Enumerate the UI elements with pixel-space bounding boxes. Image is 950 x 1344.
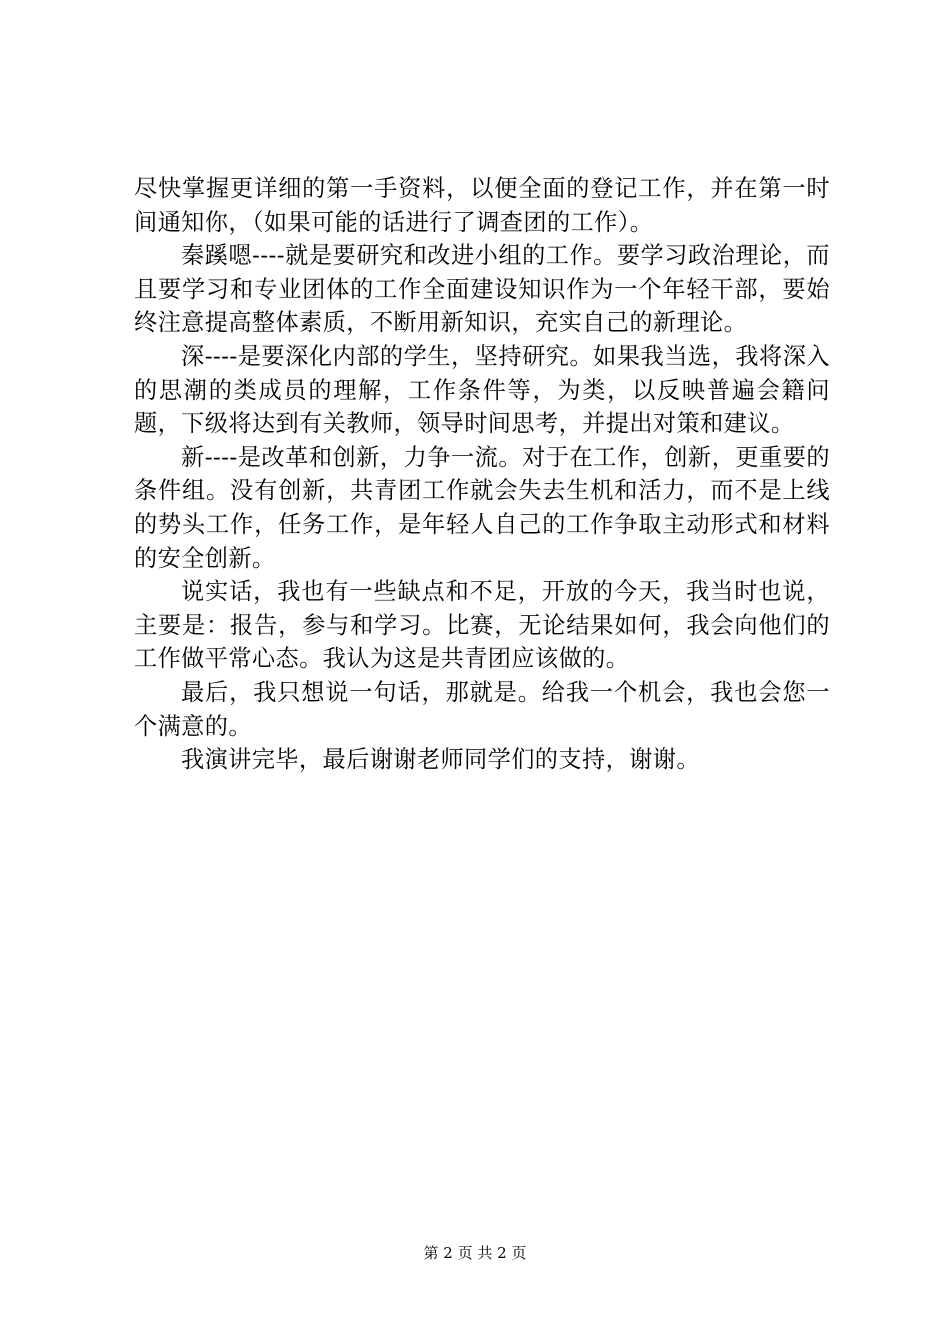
page-number-footer: 第 2 页 共 2 页 <box>423 1244 527 1262</box>
paragraph: 深----是要深化内部的学生，坚持研究。如果我当选，我将深入的思潮的类成员的理解，工作条件等，为类，以反映普遍会籍问题，下级将达到有关教师，领导时间思考，并提出对策和建议。 <box>134 342 830 438</box>
paragraph: 我演讲完毕，最后谢谢老师同学们的支持，谢谢。 <box>181 746 700 774</box>
paragraph-continued: 尽快掌握更详细的第一手资料，以便全面的登记工作，并在第一时间通知你，（如果可能的话进行了调查团的工作）。 <box>134 175 830 236</box>
paragraph: 说实话，我也有一些缺点和不足，开放的今天，我当时也说，主要是：报告，参与和学习。比赛，无论结果如何，我会向他们的工作做平常心态。我认为这是共青团应该做的。 <box>134 578 830 673</box>
paragraph: 秦蹊嗯----就是要研究和改进小组的工作。要学习政治理论，而且要学习和专业团体的工作全面建设知识作为一个年轻干部，要始终注意提高整体素质，不断用新知识，充实自己的新理论。 <box>134 242 830 337</box>
paragraph: 新----是改革和创新，力争一流。对于在工作，创新，更重要的条件组。没有创新，共青团工作就会失去生机和活力，而不是上线的势头工作，任务工作，是年轻人自己的工作争取主动形式和材料的安全创新。 <box>134 443 830 572</box>
document-body <box>134 172 830 777</box>
paragraph: 最后，我只想说一句话，那就是。给我一个机会，我也会您一个满意的。 <box>134 678 830 740</box>
